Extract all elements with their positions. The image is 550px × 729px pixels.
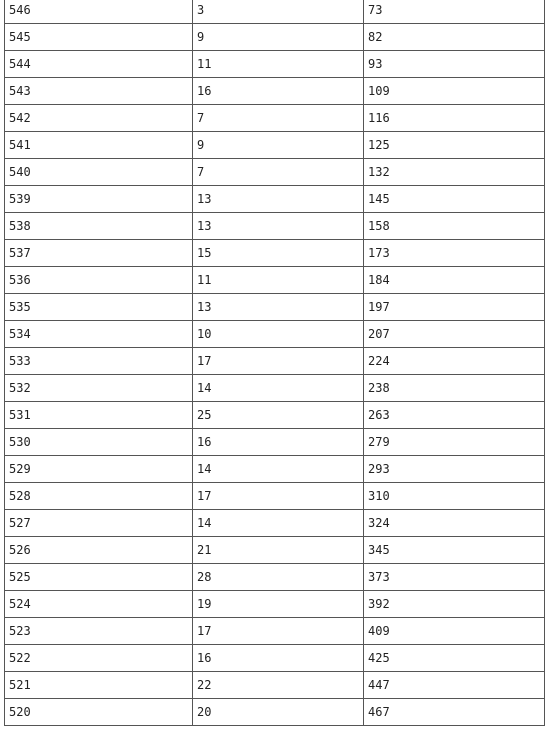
count-cell: 16 [193, 429, 364, 456]
cumulative-cell: 116 [364, 105, 545, 132]
score-table-container [4, 0, 544, 726]
score-cell: 535 [5, 294, 193, 321]
score-cell: 523 [5, 618, 193, 645]
table-row [5, 429, 545, 456]
cumulative-cell: 93 [364, 51, 545, 78]
count-cell: 16 [193, 78, 364, 105]
cumulative-cell: 82 [364, 24, 545, 51]
cumulative-cell: 425 [364, 645, 545, 672]
score-cell: 521 [5, 672, 193, 699]
table-row [5, 213, 545, 240]
score-cell: 542 [5, 105, 193, 132]
table-row [5, 348, 545, 375]
count-cell: 17 [193, 483, 364, 510]
table-row [5, 0, 545, 24]
table-row [5, 456, 545, 483]
count-cell: 14 [193, 456, 364, 483]
score-cell: 522 [5, 645, 193, 672]
score-cell: 533 [5, 348, 193, 375]
count-cell: 13 [193, 186, 364, 213]
cumulative-cell: 293 [364, 456, 545, 483]
count-cell: 10 [193, 321, 364, 348]
table-row [5, 483, 545, 510]
table-row [5, 51, 545, 78]
count-cell: 21 [193, 537, 364, 564]
cumulative-cell: 310 [364, 483, 545, 510]
count-cell: 15 [193, 240, 364, 267]
cumulative-cell: 238 [364, 375, 545, 402]
table-row [5, 78, 545, 105]
count-cell: 11 [193, 51, 364, 78]
score-cell: 527 [5, 510, 193, 537]
count-cell: 9 [193, 132, 364, 159]
count-cell: 14 [193, 375, 364, 402]
cumulative-cell: 324 [364, 510, 545, 537]
count-cell: 14 [193, 510, 364, 537]
count-cell: 7 [193, 105, 364, 132]
score-table-body [5, 0, 545, 726]
score-cell: 530 [5, 429, 193, 456]
count-cell: 28 [193, 564, 364, 591]
table-row [5, 240, 545, 267]
count-cell: 17 [193, 618, 364, 645]
score-table [4, 0, 545, 726]
score-cell: 534 [5, 321, 193, 348]
count-cell: 20 [193, 699, 364, 726]
count-cell: 11 [193, 267, 364, 294]
score-cell: 544 [5, 51, 193, 78]
cumulative-cell: 173 [364, 240, 545, 267]
score-cell: 539 [5, 186, 193, 213]
score-cell: 538 [5, 213, 193, 240]
score-cell: 537 [5, 240, 193, 267]
score-cell: 526 [5, 537, 193, 564]
table-row [5, 591, 545, 618]
cumulative-cell: 145 [364, 186, 545, 213]
cumulative-cell: 373 [364, 564, 545, 591]
table-row [5, 645, 545, 672]
cumulative-cell: 263 [364, 402, 545, 429]
score-cell: 529 [5, 456, 193, 483]
table-row [5, 132, 545, 159]
count-cell: 22 [193, 672, 364, 699]
count-cell: 13 [193, 294, 364, 321]
cumulative-cell: 109 [364, 78, 545, 105]
score-cell: 525 [5, 564, 193, 591]
table-row [5, 105, 545, 132]
score-cell: 528 [5, 483, 193, 510]
table-row [5, 267, 545, 294]
score-cell: 520 [5, 699, 193, 726]
count-cell: 13 [193, 213, 364, 240]
table-row [5, 24, 545, 51]
table-row [5, 375, 545, 402]
table-row [5, 699, 545, 726]
cumulative-cell: 467 [364, 699, 545, 726]
cumulative-cell: 197 [364, 294, 545, 321]
count-cell: 3 [193, 0, 364, 24]
cumulative-cell: 224 [364, 348, 545, 375]
cumulative-cell: 392 [364, 591, 545, 618]
cumulative-cell: 184 [364, 267, 545, 294]
cumulative-cell: 409 [364, 618, 545, 645]
table-row [5, 510, 545, 537]
cumulative-cell: 73 [364, 0, 545, 24]
table-row [5, 186, 545, 213]
score-cell: 524 [5, 591, 193, 618]
score-cell: 536 [5, 267, 193, 294]
count-cell: 19 [193, 591, 364, 618]
table-row [5, 618, 545, 645]
table-row [5, 537, 545, 564]
cumulative-cell: 125 [364, 132, 545, 159]
cumulative-cell: 279 [364, 429, 545, 456]
table-row [5, 672, 545, 699]
table-row [5, 402, 545, 429]
score-cell: 545 [5, 24, 193, 51]
table-row [5, 159, 545, 186]
cumulative-cell: 207 [364, 321, 545, 348]
score-cell: 546 [5, 0, 193, 24]
score-cell: 540 [5, 159, 193, 186]
table-row [5, 564, 545, 591]
table-row [5, 294, 545, 321]
count-cell: 7 [193, 159, 364, 186]
cumulative-cell: 447 [364, 672, 545, 699]
count-cell: 9 [193, 24, 364, 51]
count-cell: 17 [193, 348, 364, 375]
cumulative-cell: 345 [364, 537, 545, 564]
score-cell: 532 [5, 375, 193, 402]
score-cell: 541 [5, 132, 193, 159]
table-row [5, 321, 545, 348]
count-cell: 16 [193, 645, 364, 672]
score-cell: 543 [5, 78, 193, 105]
count-cell: 25 [193, 402, 364, 429]
cumulative-cell: 158 [364, 213, 545, 240]
cumulative-cell: 132 [364, 159, 545, 186]
score-cell: 531 [5, 402, 193, 429]
